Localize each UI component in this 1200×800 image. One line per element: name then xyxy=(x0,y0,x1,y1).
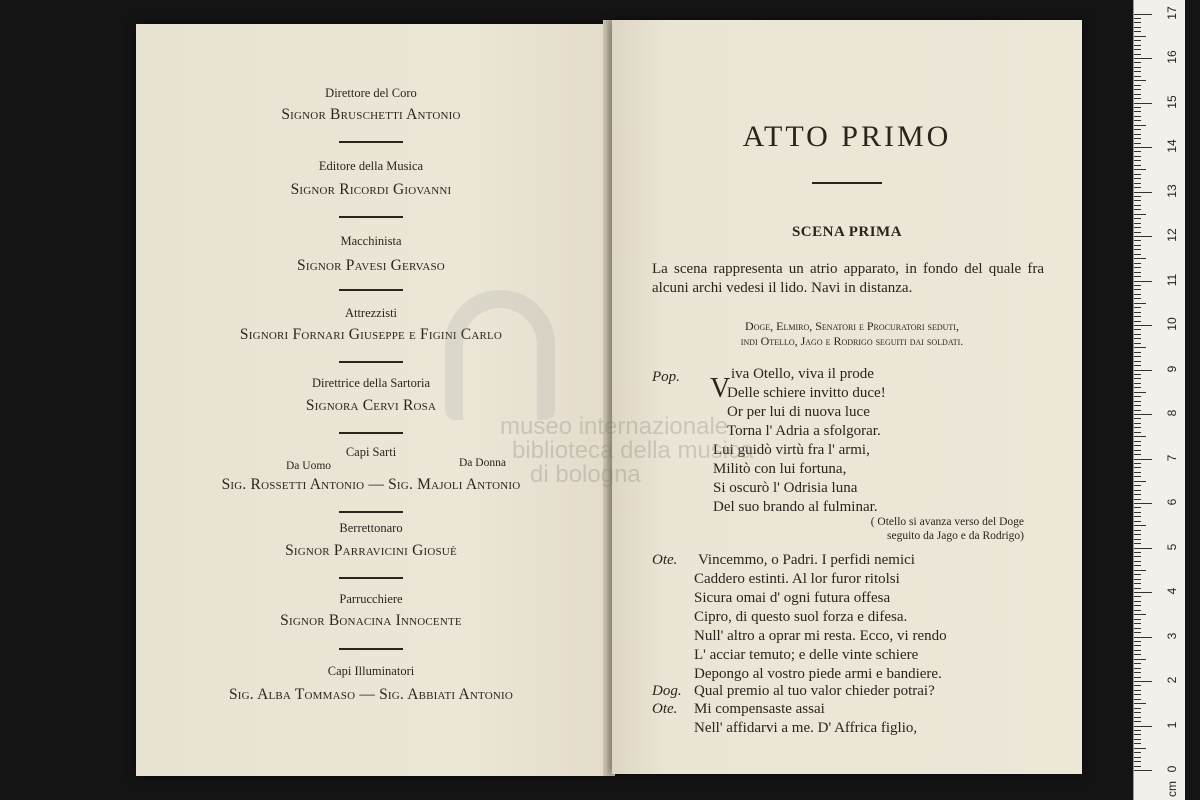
ruler-tick xyxy=(1134,303,1146,304)
ruler-tick xyxy=(1134,374,1141,375)
ruler-tick xyxy=(1134,641,1141,642)
verse-line: Caddero estinti. Al lor furor ritolsi xyxy=(694,571,900,587)
ruler-tick xyxy=(1134,22,1141,23)
scene-title: SCENA PRIMA xyxy=(791,224,903,240)
ruler-tick xyxy=(1134,512,1141,513)
ruler-tick xyxy=(1134,481,1146,482)
ruler-tick xyxy=(1134,650,1141,651)
verse-line: Nell' affidarvi a me. D' Affrica figlio, xyxy=(694,720,918,736)
verse-line: Depongo al vostro piede armi e bandiere. xyxy=(694,666,942,682)
ruler-tick xyxy=(1134,160,1141,161)
credit-name: Signori Fornari Giuseppe e Figini Carlo xyxy=(239,326,503,343)
ruler-tick xyxy=(1134,321,1141,322)
credit-role: Capi Illuminatori xyxy=(327,664,415,678)
ruler-tick xyxy=(1134,525,1146,526)
verse-line: Si oscurò l' Odrisia luna xyxy=(713,480,858,496)
verse-line: iva Otello, viva il prode xyxy=(731,366,874,382)
verse-line: Del suo brando al fulminar. xyxy=(713,499,878,515)
ruler-tick xyxy=(1134,770,1152,771)
ruler-tick xyxy=(1134,40,1141,41)
ruler-number: 10 xyxy=(1165,317,1179,331)
ruler-tick xyxy=(1134,232,1141,233)
ruler-tick xyxy=(1134,623,1141,624)
ruler-number: 16 xyxy=(1165,50,1179,64)
ruler-tick xyxy=(1134,583,1141,584)
ruler-number: 0 xyxy=(1165,765,1179,773)
ruler-tick xyxy=(1134,485,1141,486)
speaker-label: Pop. xyxy=(652,369,680,385)
ruler-tick xyxy=(1134,316,1141,317)
ruler-tick xyxy=(1134,601,1141,602)
ruler-tick xyxy=(1134,85,1141,86)
ruler-tick xyxy=(1134,494,1141,495)
ruler-tick xyxy=(1134,329,1141,330)
ruler-tick xyxy=(1134,757,1141,758)
divider xyxy=(339,432,403,434)
ruler-tick xyxy=(1134,289,1141,290)
ruler-tick xyxy=(1134,343,1141,344)
ruler-number: 4 xyxy=(1165,587,1179,595)
ruler-tick xyxy=(1134,31,1141,32)
ruler-tick xyxy=(1134,548,1152,549)
ruler-tick xyxy=(1134,619,1141,620)
ruler-tick xyxy=(1134,565,1141,566)
ruler-tick xyxy=(1134,361,1141,362)
ruler-tick xyxy=(1134,111,1141,112)
characters-line: Doge, Elmiro, Senatori e Procuratori seduti, xyxy=(745,319,959,333)
ruler-tick xyxy=(1134,387,1141,388)
ruler-tick xyxy=(1134,605,1141,606)
verse-line: Or per lui di nuova luce xyxy=(727,404,870,420)
ruler-tick xyxy=(1134,169,1146,170)
ruler-tick xyxy=(1134,285,1141,286)
ruler-tick xyxy=(1134,459,1152,460)
ruler-tick xyxy=(1134,120,1141,121)
ruler-tick xyxy=(1134,436,1146,437)
right-page xyxy=(612,20,1082,774)
ruler-tick xyxy=(1134,325,1152,326)
ruler-tick xyxy=(1134,467,1141,468)
stage-direction: seguito da Jago e da Rodrigo) xyxy=(886,530,1024,542)
ruler-tick xyxy=(1134,138,1141,139)
ruler-tick xyxy=(1134,476,1141,477)
ruler-tick xyxy=(1134,156,1141,157)
characters-line: indi Otello, Jago e Rodrigo seguiti dai soldati. xyxy=(740,334,964,348)
ruler-tick xyxy=(1134,432,1141,433)
ruler-tick xyxy=(1134,143,1141,144)
ruler-tick xyxy=(1134,89,1141,90)
ruler-tick xyxy=(1134,27,1141,28)
verse-line: L' acciar temuto; e delle vinte schiere xyxy=(694,647,919,663)
ruler-tick xyxy=(1134,49,1141,50)
ruler-tick xyxy=(1134,441,1141,442)
speaker-label: Ote. xyxy=(652,701,678,717)
ruler-tick xyxy=(1134,134,1141,135)
measurement-ruler xyxy=(1133,0,1185,800)
watermark-line: biblioteca della musica xyxy=(512,437,754,464)
ruler-tick xyxy=(1134,200,1141,201)
credit-role: Direttrice della Sartoria xyxy=(312,376,430,390)
divider xyxy=(339,141,403,143)
ruler-tick xyxy=(1134,58,1152,59)
ruler-number: 12 xyxy=(1165,228,1179,242)
ruler-tick xyxy=(1134,18,1141,19)
ruler-tick xyxy=(1134,739,1141,740)
drop-cap: V xyxy=(710,373,731,404)
verse-line: Delle schiere invitto duce! xyxy=(727,385,886,401)
ruler-tick xyxy=(1134,267,1141,268)
ruler-tick xyxy=(1134,423,1141,424)
ruler-tick xyxy=(1134,307,1141,308)
ruler-tick xyxy=(1134,151,1141,152)
ruler-tick xyxy=(1134,298,1141,299)
ruler-tick xyxy=(1134,45,1141,46)
ruler-tick xyxy=(1134,209,1141,210)
ruler-tick xyxy=(1134,183,1141,184)
ruler-tick xyxy=(1134,192,1152,193)
ruler-tick xyxy=(1134,663,1141,664)
divider xyxy=(339,577,403,579)
divider xyxy=(339,361,403,363)
divider xyxy=(339,648,403,650)
ruler-tick xyxy=(1134,530,1141,531)
ruler-tick xyxy=(1134,699,1141,700)
ruler-tick xyxy=(1134,71,1141,72)
verse-line: Vincemmo, o Padri. I perfidi nemici xyxy=(698,552,915,568)
ruler-tick xyxy=(1134,125,1146,126)
ruler-tick xyxy=(1134,717,1141,718)
ruler-tick xyxy=(1134,178,1141,179)
ruler-number: 14 xyxy=(1165,139,1179,153)
credit-name: Signor Pavesi Gervaso xyxy=(297,257,445,274)
ruler-tick xyxy=(1134,205,1141,206)
ruler-tick xyxy=(1134,588,1141,589)
divider xyxy=(339,289,403,291)
credit-role: Berrettonaro xyxy=(339,521,403,535)
ruler-tick xyxy=(1134,249,1141,250)
ruler-tick xyxy=(1134,312,1141,313)
credit-role: Capi Sarti xyxy=(345,445,397,459)
ruler-tick xyxy=(1134,76,1141,77)
credit-name: Signor Parravicini Giosuè xyxy=(285,542,457,559)
ruler-tick xyxy=(1134,521,1141,522)
ruler-tick xyxy=(1134,378,1141,379)
ruler-tick xyxy=(1134,721,1141,722)
stage-direction: ( Otello si avanza verso del Doge xyxy=(870,516,1024,528)
ruler-tick xyxy=(1134,410,1141,411)
credit-role: Macchinista xyxy=(340,234,402,248)
ruler-tick xyxy=(1134,396,1141,397)
ruler-tick xyxy=(1134,263,1141,264)
ruler-tick xyxy=(1134,570,1146,571)
ruler-tick xyxy=(1134,62,1141,63)
ruler-tick xyxy=(1134,685,1141,686)
watermark-line: di bologna xyxy=(530,461,641,488)
ruler-tick xyxy=(1134,401,1141,402)
ruler-tick xyxy=(1134,214,1146,215)
ruler-tick xyxy=(1134,107,1141,108)
ruler-tick xyxy=(1134,579,1141,580)
ruler-tick xyxy=(1134,365,1141,366)
ruler-tick xyxy=(1134,632,1141,633)
ruler-tick xyxy=(1134,499,1141,500)
ruler-tick xyxy=(1134,726,1152,727)
credit-role: Parrucchiere xyxy=(339,592,403,606)
ruler-tick xyxy=(1134,743,1141,744)
ruler-number: 5 xyxy=(1165,543,1179,550)
ruler-tick xyxy=(1134,556,1141,557)
ruler-tick xyxy=(1134,534,1141,535)
ruler-number: 15 xyxy=(1165,94,1179,109)
ruler-tick xyxy=(1134,637,1152,638)
ruler-tick xyxy=(1134,414,1152,415)
ruler-tick xyxy=(1134,240,1141,241)
ruler-tick xyxy=(1134,36,1146,37)
ruler-tick xyxy=(1134,392,1146,393)
ruler-tick xyxy=(1134,659,1146,660)
ruler-tick xyxy=(1134,645,1141,646)
ruler-tick xyxy=(1134,761,1141,762)
ruler-tick xyxy=(1134,552,1141,553)
credit-name: Sig. Alba Tommaso — Sig. Abbiati Antonio xyxy=(228,686,514,703)
ruler-tick xyxy=(1134,187,1141,188)
ruler-tick xyxy=(1134,610,1141,611)
ruler-tick xyxy=(1134,103,1152,104)
ruler-tick xyxy=(1134,690,1141,691)
verse-line: Militò con lui fortuna, xyxy=(713,461,847,477)
ruler-tick xyxy=(1134,614,1146,615)
ruler-tick xyxy=(1134,703,1146,704)
credit-name: Signora Cervi Rosa xyxy=(305,397,437,414)
ruler-tick xyxy=(1134,543,1141,544)
verse-line: Mi compensaste assai xyxy=(694,701,825,717)
ruler-tick xyxy=(1134,80,1146,81)
verse-line: Lui guidò virtù fra l' armi, xyxy=(713,442,870,458)
ruler-tick xyxy=(1134,338,1141,339)
ruler-tick xyxy=(1134,681,1152,682)
ruler-tick xyxy=(1134,276,1141,277)
divider xyxy=(339,216,403,218)
ruler-tick xyxy=(1134,147,1152,148)
ruler-tick xyxy=(1134,752,1141,753)
ruler-tick xyxy=(1134,450,1141,451)
ruler-tick xyxy=(1134,654,1141,655)
divider xyxy=(339,511,403,513)
ruler-tick xyxy=(1134,445,1141,446)
act-title: ATTO PRIMO xyxy=(742,120,952,153)
ruler-tick xyxy=(1134,227,1141,228)
ruler-tick xyxy=(1134,596,1141,597)
ruler-tick xyxy=(1134,14,1152,15)
verse-line: Null' altro a oprar mi resta. Ecco, vi rendo xyxy=(694,628,947,644)
ruler-tick xyxy=(1134,539,1141,540)
ruler-tick xyxy=(1134,677,1141,678)
ruler-tick xyxy=(1134,405,1141,406)
ruler-number: 8 xyxy=(1165,409,1179,417)
ruler-tick xyxy=(1134,472,1141,473)
credit-name: Signor Bonacina Innocente xyxy=(280,612,462,629)
ruler-tick xyxy=(1134,712,1141,713)
ruler-number: 13 xyxy=(1165,183,1179,198)
ruler-tick xyxy=(1134,254,1141,255)
ruler-unit: cm xyxy=(1165,781,1179,797)
ruler-tick xyxy=(1134,503,1152,504)
ruler-number: 17 xyxy=(1165,5,1179,20)
ruler-tick xyxy=(1134,258,1146,259)
credit-sublabel-left: Da Uomo xyxy=(286,460,332,472)
ruler-tick xyxy=(1134,116,1141,117)
ruler-number: 3 xyxy=(1165,632,1179,639)
ruler-number: 2 xyxy=(1165,676,1179,684)
ruler-tick xyxy=(1134,294,1141,295)
ruler-tick xyxy=(1134,383,1141,384)
ruler-number: 11 xyxy=(1165,273,1179,286)
credit-sublabel-right: Da Donna xyxy=(459,457,506,469)
title-divider xyxy=(812,182,882,184)
credit-name: Signor Bruschetti Antonio xyxy=(281,106,461,123)
ruler-tick xyxy=(1134,356,1141,357)
ruler-tick xyxy=(1134,516,1141,517)
speaker-label: Ote. xyxy=(652,552,678,568)
ruler-tick xyxy=(1134,418,1141,419)
ruler-tick xyxy=(1134,708,1141,709)
watermark-logo xyxy=(445,290,555,420)
ruler-tick xyxy=(1134,748,1146,749)
ruler-tick xyxy=(1134,730,1141,731)
credit-name: Sig. Rossetti Antonio — Sig. Majoli Antonio xyxy=(221,476,521,493)
ruler-tick xyxy=(1134,427,1141,428)
ruler-tick xyxy=(1134,370,1152,371)
ruler-tick xyxy=(1134,347,1146,348)
scene-description: La scena rappresenta un atrio apparato, in fondo del quale fra alcuni archi vedesi il lido. Navi in distanza. xyxy=(652,261,1044,296)
ruler-tick xyxy=(1134,94,1141,95)
credit-role: Direttore del Coro xyxy=(325,86,417,100)
ruler-tick xyxy=(1134,490,1141,491)
ruler-tick xyxy=(1134,454,1141,455)
ruler-tick xyxy=(1134,54,1141,55)
credit-name: Signor Ricordi Giovanni xyxy=(290,181,452,198)
ruler-tick xyxy=(1134,694,1141,695)
ruler-tick xyxy=(1134,281,1152,282)
ruler-tick xyxy=(1134,734,1141,735)
verse-line: Torna l' Adria a sfolgorar. xyxy=(727,423,881,439)
ruler-tick xyxy=(1134,628,1141,629)
ruler-tick xyxy=(1134,67,1141,68)
ruler-tick xyxy=(1134,272,1141,273)
ruler-tick xyxy=(1134,334,1141,335)
ruler-tick xyxy=(1134,218,1141,219)
ruler-tick xyxy=(1134,672,1141,673)
ruler-tick xyxy=(1134,196,1141,197)
verse-line: Sicura omai d' ogni futura offesa xyxy=(694,590,891,606)
ruler-number: 7 xyxy=(1165,454,1179,461)
watermark-text xyxy=(500,415,753,487)
verse-line: Cipro, di questo suol forza e difesa. xyxy=(694,609,908,625)
watermark-line: museo internazionale xyxy=(500,413,729,440)
ruler-tick xyxy=(1134,352,1141,353)
verse-line: Qual premio al tuo valor chieder potrai? xyxy=(694,683,935,699)
ruler-tick xyxy=(1134,507,1141,508)
ruler-tick xyxy=(1134,668,1141,669)
credit-role: Editore della Musica xyxy=(318,159,424,173)
ruler-tick xyxy=(1134,561,1141,562)
ruler-tick xyxy=(1134,592,1152,593)
ruler-tick xyxy=(1134,223,1141,224)
ruler-tick xyxy=(1134,245,1141,246)
ruler-tick xyxy=(1134,236,1152,237)
ruler-number: 9 xyxy=(1165,365,1179,372)
ruler-tick xyxy=(1134,98,1141,99)
ruler-tick xyxy=(1134,463,1141,464)
credit-role: Attrezzisti xyxy=(344,306,398,320)
speaker-label: Dog. xyxy=(652,683,682,699)
ruler-tick xyxy=(1134,766,1141,767)
ruler-number: 1 xyxy=(1165,721,1179,728)
ruler-tick xyxy=(1134,165,1141,166)
ruler-tick xyxy=(1134,129,1141,130)
ruler-tick xyxy=(1134,174,1141,175)
ruler-number: 6 xyxy=(1165,498,1179,506)
ruler-tick xyxy=(1134,574,1141,575)
